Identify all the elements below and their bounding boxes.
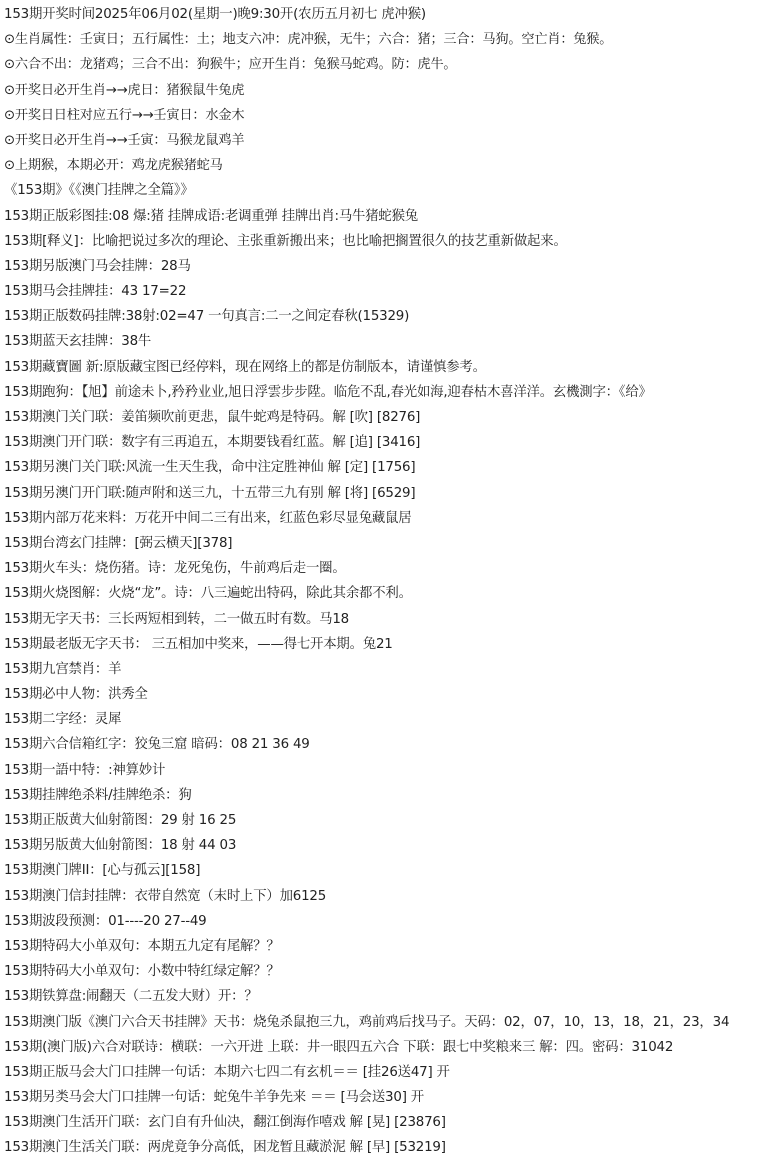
digital-code-line: 153期正版数码挂牌:38射:02=47 一句真言:二一之间定春秋(15329) xyxy=(4,309,410,325)
zodiac-attributes-line: ⊙生肖属性：壬寅日；五行属性：土；地支六冲：虎冲猴，无牛；六合：猪；三合：马狗。空亡肖：兔猴。 xyxy=(4,32,613,48)
draw-time-line: 153期开奖时间2025年06月02(星期一)晚9:30开(农历五月初七 虎冲猴) xyxy=(4,7,426,22)
macau-closing-couplet-line: 153期澳门关门联：姜笛频吹前更悲，鼠牛蛇鸡是特码。解 [吹] [8276] xyxy=(4,410,421,425)
horse-club-gate-line: 153期正版马会大门口挂牌一句话：本期六七四二有玄机＝＝ [挂26送47] 开 xyxy=(4,1064,450,1080)
treasure-map-line: 153期藏寶圖 新:原版藏宝图已经停料，现在网络上的都是仿制版本，请谨慎参考。 xyxy=(4,359,486,375)
macau-heavenly-book-line: 153期澳门版《澳门六合天书挂牌》天书：烧兔杀鼠抱三九，鸡前鸡后找马子。天码：02，07，10，13，18，21，23，34 xyxy=(4,1014,730,1030)
size-parity-line-2: 153期特码大小单双句：小数中特红绿定解？？ xyxy=(4,964,280,980)
liuhe-not-out-line: ⊙六合不出：龙猪鸡；三合不出：狗猴牛；应开生肖：兔猴马蛇鸡。防：虎牛。 xyxy=(4,57,457,73)
one-phrase-line: 153期一語中特：:神算妙计 xyxy=(4,762,166,778)
draw-day-renyin-zodiac-line: ⊙开奖日必开生肖→→壬寅：马猴龙鼠鸡羊 xyxy=(4,132,245,148)
mailbox-red-line: 153期六合信箱红字：狡兔三窟 暗码：08 21 36 49 xyxy=(4,737,310,753)
abacus-line: 153期铁算盘:闹翻天（二五发大财）开：？ xyxy=(4,989,258,1005)
wave-prediction-line: 153期波段预测：01----20 27--49 xyxy=(4,913,207,929)
macau-plate-ii-line: 153期澳门牌II：[心与孤云][158] xyxy=(4,863,201,879)
macau-couplet-poem-line: 153期(澳门版)六合对联诗：横联：一六开进 上联：井一眼四五六合 下联：跟七中奖粮来三 解：四。密码：31042 xyxy=(4,1039,674,1055)
macau-envelope-line: 153期澳门信封挂牌：衣带自然宽（末时上下）加6125 xyxy=(4,888,327,904)
idiom-explanation-line: 153期[释义]：比喻把说过多次的理论、主张重新搬出来；也比喻把搁置很久的技艺重新做起来。 xyxy=(4,233,567,249)
horse-club-line: 153期马会挂牌挂：43 17=22 xyxy=(4,284,187,300)
alt-horse-club-gate-line: 153期另类马会大门口挂牌一句话：蛇兔牛羊争先来 ＝＝ [马会送30] 开 xyxy=(4,1090,424,1106)
alt-wong-tai-sin-line: 153期另版黄大仙射箭图：18 射 44 03 xyxy=(4,838,237,854)
blue-sky-line: 153期蓝天玄挂牌：38牛 xyxy=(4,334,152,350)
official-picture-line: 153期正版彩图挂:08 爆:猪 挂牌成语:老调重弹 挂牌出肖:马牛猪蛇猴兔 xyxy=(4,208,418,224)
draw-day-zodiac-line: ⊙开奖日必开生肖→→虎日：猪猴鼠牛兔虎 xyxy=(4,82,245,98)
must-win-figure-line: 153期必中人物：洪秀全 xyxy=(4,687,148,703)
wong-tai-sin-line: 153期正版黄大仙射箭图：29 射 16 25 xyxy=(4,813,237,828)
two-character-line: 153期二字经：灵犀 xyxy=(4,712,122,728)
running-dog-line: 153期跑狗：【旭】前途未卜,矜矜业业,旭日浮雲步步陞。临危不乱,春光如海,迎春枯木喜洋洋。玄機測字：《给》 xyxy=(4,384,652,400)
macau-opening-couplet-line: 153期澳门开门联：数字有三再追五，本期要钱看红蓝。解 [追] [3416] xyxy=(4,435,421,451)
fire-picture-line: 153期火烧图解：火烧“龙”。诗：八三遍蛇出特码，除此其余都不利。 xyxy=(4,586,412,602)
macau-life-closing-line: 153期澳门生活关门联：两虎竟争分高低，困龙暂且藏淤泥 解 [早] [53219] xyxy=(4,1140,446,1156)
draw-day-five-elements-line: ⊙开奖日日柱对应五行→→壬寅日：水金木 xyxy=(4,107,245,123)
last-period-line: ⊙上期猴，本期必开：鸡龙虎猴猪蛇马 xyxy=(4,158,223,174)
wordless-book-line: 153期无字天书：三长两短相到转，二一做五时有数。马18 xyxy=(4,611,349,627)
taiwan-mystic-line: 153期台湾玄门挂牌：[弼云横天][378] xyxy=(4,535,233,551)
size-parity-line-1: 153期特码大小单双句：本期五九定有尾解？？ xyxy=(4,938,280,954)
locomotive-line: 153期火车头：烧伤猪。诗：龙死兔伤，牛前鸡后走一圈。 xyxy=(4,561,346,577)
alt-macau-horse-club-line: 153期另版澳门马会挂牌：28马 xyxy=(4,258,191,274)
absolute-kill-line: 153期挂牌绝杀料/挂牌绝杀：狗 xyxy=(4,787,192,803)
section-title: 《153期》《《澳门挂牌之全篇》》 xyxy=(4,183,194,199)
alt-macau-opening-couplet-line: 153期另澳门开门联:随声附和送三九，十五带三九有别 解 [将] [6529] xyxy=(4,485,416,501)
internal-flowers-line: 153期内部万花来料：万花开中间二三有出来，红蓝色彩尽显兔藏鼠居 xyxy=(4,510,412,526)
alt-macau-closing-couplet-line: 153期另澳门关门联:风流一生天生我，命中注定胜神仙 解 [定] [1756] xyxy=(4,460,416,476)
macau-life-opening-line: 153期澳门生活开门联：玄门自有升仙决，翻江倒海作嘻戏 解 [晃] [23876] xyxy=(4,1115,446,1131)
nine-palaces-line: 153期九宫禁肖：羊 xyxy=(4,661,122,677)
oldest-wordless-book-line: 153期最老版无字天书： 三五相加中奖来，——得七开本期。兔21 xyxy=(4,636,393,652)
